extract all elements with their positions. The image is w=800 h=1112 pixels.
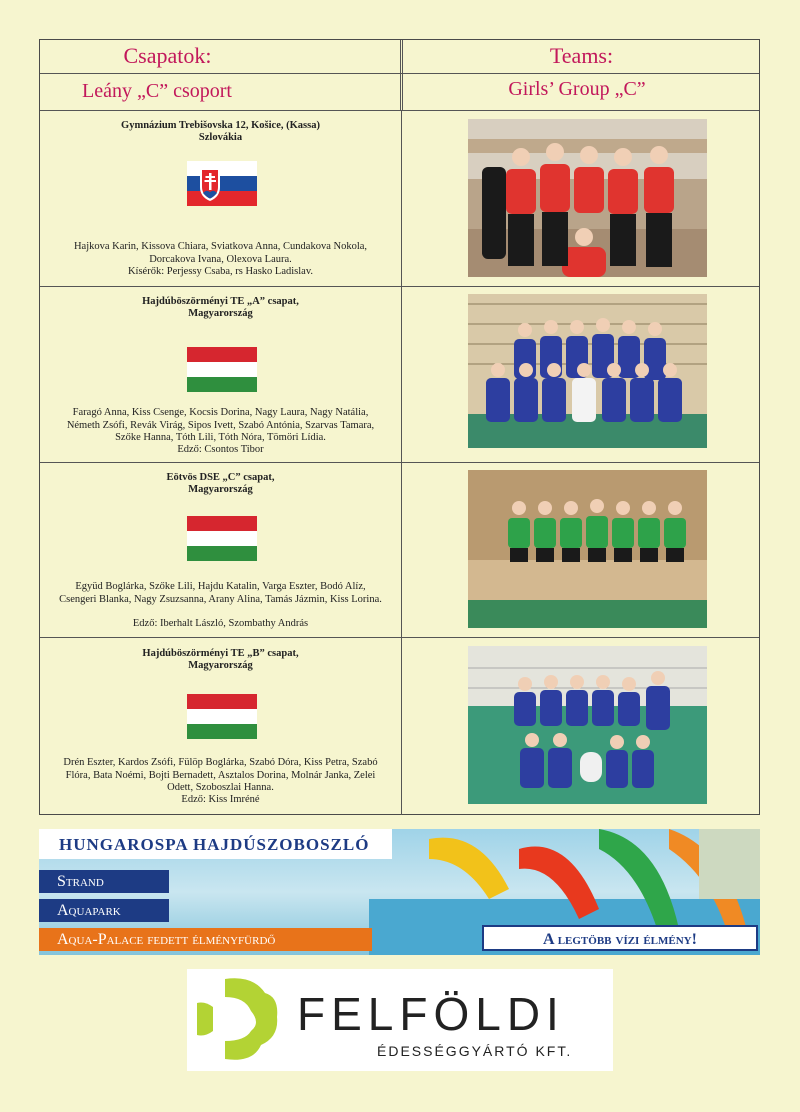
team-name: Eötvös DSE „C” csapat, (166, 472, 275, 483)
team-photo (468, 470, 707, 628)
team-name: Hajdúböszörményi TE „B” csapat, (142, 648, 299, 659)
row-divider (40, 637, 759, 638)
hungary-flag-icon (187, 694, 257, 739)
team-staff: Edző: Iberhalt László, Szombathy András (132, 618, 309, 629)
felfoldi-logo (187, 969, 613, 1071)
team-photo (468, 294, 707, 448)
banner-item: Aquapark (39, 899, 169, 922)
team-players: Együd Boglárka, Szőke Lili, Hajdu Katalin, Varga Eszter, Bodó Alíz, Csengeri Blanka, Nagy Zsuzsanna, Arany Alina, Tamás Jázmin, Kiss Lorina. (59, 581, 382, 605)
row-divider (40, 73, 759, 74)
banner-slogan: A legtöbb vízi élmény! (482, 925, 758, 951)
row-divider (40, 286, 759, 287)
hungarospa-banner (39, 829, 760, 955)
left-title: Csapatok: (123, 43, 212, 68)
team-players: Hajkova Karin, Kissova Chiara, Sviatkova Anna, Cundakova Nokola, Dorcakova Ivana, Olexova Laura. (73, 241, 368, 265)
right-title: Teams: (549, 43, 614, 68)
left-group: Leány „C” csoport (82, 80, 232, 102)
team-country: Magyarország (188, 308, 253, 319)
hungary-flag-icon (187, 516, 257, 561)
banner-title: HUNGAROSPA HAJDÚSZOBOSZLÓ (39, 829, 392, 859)
logo-subtitle: ÉDESSÉGGYÁRTÓ KFT. (377, 1043, 573, 1059)
team-players: Faragó Anna, Kiss Csenge, Kocsis Dorina, Nagy Laura, Nagy Natália, Németh Zsófi, Revák Virág, Sipos Ivett, Szabó Antónia, Szarvas Tamara, Szőke Hanna, Tóth Lili, Tóth Nóra, Tömöri Lídia. (66, 407, 375, 443)
slovakia-flag-icon (187, 161, 257, 206)
team-players: Drén Eszter, Kardos Zsófi, Fülöp Boglárka, Szabó Dóra, Kiss Petra, Szabó Flóra, Bata Noémi, Bojti Bernadett, Asztalos Dorina, Molnár Janka, Zelei Odett, Szoboszlai Hanna. (63, 757, 378, 793)
row-divider (40, 110, 759, 111)
felfoldi-logo-icon (195, 975, 281, 1065)
banner-item: Aqua-Palace fedett élményfürdő (39, 928, 372, 951)
hungary-flag-icon (187, 347, 257, 392)
team-country: Magyarország (188, 484, 253, 495)
team-photo (468, 646, 707, 804)
team-staff: Edző: Csontos Tibor (177, 444, 264, 455)
right-group: Girls’ Group „C” (508, 78, 646, 100)
team-name: Hajdúböszörményi TE „A” csapat, (142, 296, 299, 307)
team-staff: Kísérők: Perjessy Csaba, rs Hasko Ladislav. (127, 266, 314, 277)
logo-name: FELFÖLDI (297, 988, 565, 1040)
team-name: Gymnázium Trebišovska 12, Košice, (Kassa) (121, 120, 320, 131)
teams-table (39, 39, 760, 815)
row-divider (40, 462, 759, 463)
team-staff: Edző: Kiss Imréné (181, 794, 260, 805)
team-photo (468, 119, 707, 277)
team-country: Szlovákia (198, 132, 243, 143)
team-country: Magyarország (188, 660, 253, 671)
banner-item: Strand (39, 870, 169, 893)
